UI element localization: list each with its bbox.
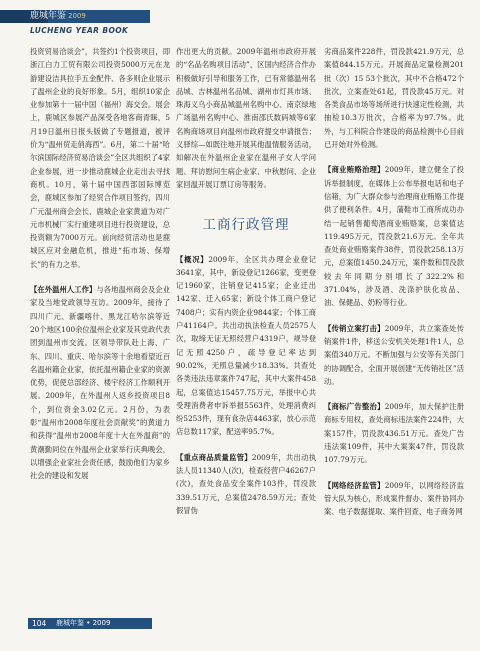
- paragraph-trademark-ads: 【商标广告整治】2009年，加大保护注册商标专用权，查处商标违法案件224件，大案157件，罚没款436.51万元。查处广告违法案109件，其中大案案47件，罚没款107.79万元。: [324, 402, 464, 465]
- paragraph-commercial-bribery: 【商业贿赂治理】2009年，建立健全了投诉举报制度，在媒体上公布举报电话和电子信箱，为广大群众参与治理商业贿赂工作提供了便利条件。4月，蒲鞋市工商所成功办结一起销售葡萄酒商业贿赂案，总案值达119.495万元，罚没款21.6万元。全年共查处商业贿赂案件38件，罚没款258.13万元，总案值1450.24万元，案件数和罚没款较去年同期分别增长了322.2%和371.04%，涉及酒、洗涤护肤化妆品、油、保健品、奶粉等行业。: [324, 165, 464, 308]
- footer-book-name: 鹿城年鉴 • 2009: [56, 619, 111, 627]
- page-footer: [0, 616, 480, 630]
- section-heading: 【重点商品质量监管】: [176, 452, 252, 462]
- text-column-middle: [176, 45, 316, 517]
- section-heading: 【在外温州人工作】: [30, 285, 97, 295]
- header-year: 2009: [68, 12, 86, 20]
- section-heading: 【商标广告整治】: [324, 402, 385, 412]
- page-number: 104: [32, 619, 47, 628]
- page-header: [0, 0, 480, 44]
- paragraph-overview: 【概况】2009年，全区共办理企业登记3641家，其中，新设登记1266家，变更登记1960家，注销登记415家；企业迁出142家、迁入65家；新设个体工商户登记7408户；实有内资企业9844家；个体工商户41164户。共出动执法检查人员2575人次，取缔无证无照经营户4319户，规导登记无照4250户，疏导登记率达到90.02%，无照总量减少18.33%。共查处各类违法违章案件747起，其中大案件458起，总案值达15457.75万元，举报中心共受理消费者申诉举报5563件，处理消费纠纷5253件，现有食杂店4463家，放心示范店总数117家，配送率95.7%。: [176, 254, 317, 437]
- text-column-right: [324, 45, 464, 519]
- paragraph-pyramid-selling: 【传销立案打击】2009年，共立案查处传销案件1件，移送公安机关处理1件1人，总案值340万元。不断加强与公安等有关部门的协调配合，全面开展创建“无传销社区”活动。: [324, 323, 464, 386]
- section-heading: 【商业贿赂治理】: [324, 165, 385, 175]
- paragraph-quality-continued: 劣商品案件228件，罚没款421.9万元，总案值844.15万元。开展商品定量检测201批（次）15 53个批次，其中不合格472个批次，立案查处61起，罚没款45万元。对各类食品市场等场所进行快速定性检测，共抽检10.3万批次，合格率为97.7%。此外，与工科院合作建设的商品检测中心目前已开始对外检测。: [324, 47, 464, 150]
- section-heading: 【概况】: [176, 254, 209, 264]
- section-heading: 【传销立案打击】: [324, 323, 385, 333]
- section-heading: 【网络经济监管】: [324, 480, 385, 490]
- paragraph-trade-fairs: 投资贸易洽谈会”，共签约1个投资项目，即浙江白力工贸有限公司投资5000万元在龙游建设洁具拉手五金配件、各多则企业展示了温州企业的良好形象。5月，组织10家企业参加第十一届中国（福州）海交会。展会上，鹿城区参展产品深受各地客商青睐，5月19日温州日报头版做了专题报道，被评价为“温州贸走俏海西”。6月，第二十届“哈尔滨国际经济贸易洽谈会”全区共组织了4家企业参展，进一步推动鹿城企业走出去寻找商机。10月，第十届中国西部国际博览会，鹿城区参加了经贸合作项目签约，四川广元温州商会会长、鹿城企业家黄道为对广元市机械厂实行重建项目进行投资建设，总投资额为7000万元。前向经贸活动也是鹿城区应对金融危机，推进“拓市场、保增长”的有力之举。: [30, 47, 170, 269]
- paragraph-quality-supervision: 【重点商品质量监管】2009年，共出动执法人员11340人(次)，检查经营户46267户(次)，查处食品安全案件103件，罚没款339.51万元，总案值2478.59万元；查处假冒伪: [176, 452, 316, 515]
- header-subtitle: LUCHENG YEAR BOOK: [30, 26, 129, 35]
- paragraph-network-economy: 【网络经济监管】2009年，以网络经济监管大队为核心，形成案件督办、案件协同办案、电子数据提取、案件回查、电子商务网: [324, 480, 464, 517]
- header-title: 鹿城年鉴 2009: [30, 11, 86, 21]
- section-title: 工商行政管理: [202, 217, 290, 234]
- paragraph-brand-projects: 作出更大的贡献。2009年温州市政府开展的“名品名购项目活动”，区国内经济合作办积极做好引导和服务工作，已有常德温州名品城、吉林温州名品城、湖州市灯具市场、珠海义乌小商品城温州名购中心、南京绿地广场温州名购中心、淮南邵氏数码城等6家名购商场项目向温州市政府提交申请报告；义驿综—如既往地开展其他温情服务活动，如解决在外温州企业家在温州子女人学问题、拜访慰问生病企业家、中秋慰问、企业家回温开展订票订房等服务。: [176, 47, 316, 189]
- paragraph-overseas-wenzhou: 【在外温州人工作】与各地温州商会及企业家及当地党政领导互访。2009年，接待了四川广元、新疆喀什、黑龙江哈尔滨等近20个地区100余位温州企业家及其党政代表团到温州市交流。区领导带队赴上海、广东、四川、重庆、哈尔滨等十余地看望近百名温州籍企业家，依托温州籍企业家的资源优势，促使总部经济、楼宇经济工作顺利开展。2009年，在外温州人返乡投资项目8个，到位资金3.02亿元。2月份，为表彰“温州市2008年度社会贡献奖”的黄道力和获得“温州市2008年度十大在外温商”的黄潮勤同位在外温州企业家举行庆典晚会，以增强企业家社会责任感，鼓励他们为家乡社会的建设和发展: [30, 285, 171, 481]
- text-column-left: [30, 45, 170, 483]
